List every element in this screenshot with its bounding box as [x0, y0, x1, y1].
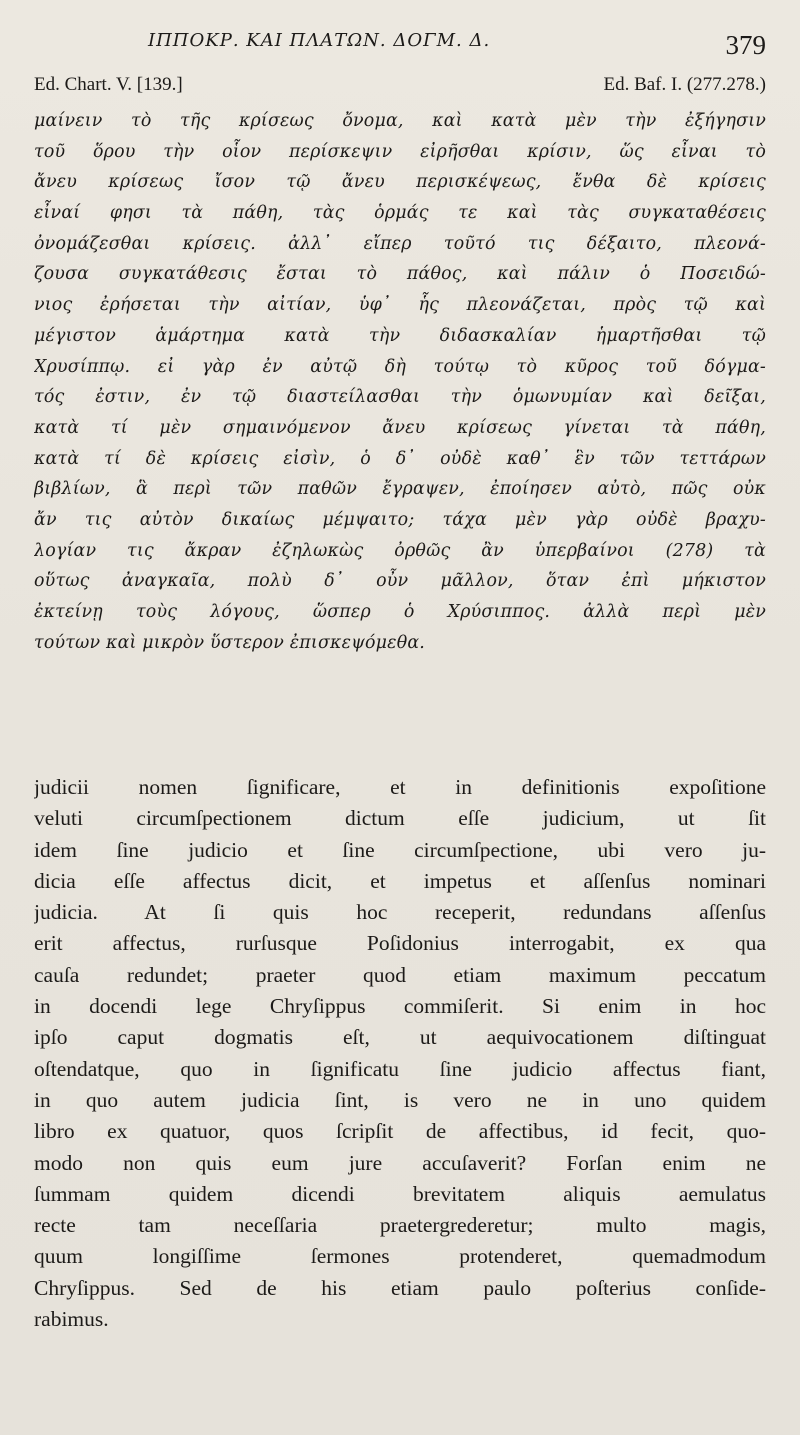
latin-line: ipſo caput dogmatis eſt, ut aequivocationem diſtinguat [34, 1025, 766, 1050]
greek-line: μέγιστον ἁμάρτημα κατὰ τὴν διδασκαλίαν ἡμαρτῆσθαι τῷ [34, 325, 766, 346]
latin-line: in quo autem judicia ſint, is vero ne in uno quidem [34, 1087, 766, 1112]
greek-line: ἐκτείνῃ τοὺς λόγους, ὥσπερ ὁ Χρύσιππος. ἀλλὰ περὶ μὲν [34, 602, 766, 622]
latin-line: recte tam neceſſaria praetergrederetur; multo magis, [34, 1213, 766, 1238]
greek-line: τούτων καὶ μικρὸν ὕστερον ἐπισκεψόμεθα. [34, 632, 426, 653]
greek-line: ὀνομάζεσθαι κρίσεις. ἀλλ᾽ εἴπερ τοῦτό τις δέξαιτο, πλεονά- [34, 233, 766, 254]
latin-line: rabimus. [34, 1307, 109, 1332]
running-head [0, 30, 800, 60]
latin-line: judicia. At ſi quis hoc receperit, redundans aſſenſus [34, 900, 766, 925]
page-number: 379 [725, 30, 766, 60]
latin-line: cauſa redundet; praeter quod etiam maximum peccatum [34, 962, 766, 987]
edition-line [34, 74, 766, 98]
greek-line: τοῦ ὅρου τὴν οἷον περίσκεψιν εἰρῆσθαι κρίσιν, ὥς εἶναι τὸ [34, 141, 766, 162]
latin-line: in docendi lege Chryſippus commiſerit. Si enim in hoc [34, 994, 766, 1019]
latin-line: oſtendatque, quo in ſignificatu ſine judicio affectus fiant, [34, 1056, 766, 1081]
latin-line: erit affectus, rurſusque Poſidonius interrogabit, ex qua [34, 931, 766, 956]
edition-chart-reference: Ed. Chart. V. [139.] [34, 74, 183, 95]
edition-basel-reference: Ed. Baf. I. (277.278.) [603, 74, 766, 95]
greek-line: εἶναί φησι τὰ πάθη, τὰς ὁρμάς τε καὶ τὰς συγκαταθέσεις [34, 203, 766, 224]
greek-line: ἄνευ κρίσεως ἴσον τῷ ἄνευ περισκέψεως, ἔνθα δὲ κρίσεις [34, 172, 766, 193]
greek-line: Χρυσίππῳ. εἰ γὰρ ἐν αὐτῷ δὴ τούτῳ τὸ κῦρος τοῦ δόγμα- [34, 356, 766, 377]
greek-line: βιβλίων, ἃ περὶ τῶν παθῶν ἔγραψεν, ἐποίησεν αὐτὸ, πῶς οὐκ [34, 479, 766, 500]
latin-line: quum longiſſime ſermones protenderet, quemadmodum [34, 1244, 766, 1269]
greek-line: λογίαν τις ἄκραν ἐζηλωκὼς ὀρθῶς ἂν ὑπερβαίνοι (278) τὰ [34, 540, 766, 561]
greek-line: οὕτως ἀναγκαῖα, πολὺ δ᾽ οὖν μᾶλλον, ὅταν ἐπὶ μήκιστον [34, 571, 766, 592]
greek-text-block [34, 106, 766, 658]
latin-line: judicii nomen ſignificare, et in definitionis expoſitione [34, 775, 766, 799]
greek-line: νιος ἐρήσεται τὴν αἰτίαν, ὑφ᾽ ἧς πλεονάζεται, πρὸς τῷ καὶ [34, 295, 766, 316]
latin-text-block [34, 772, 766, 1335]
greek-line: τός ἐστιν, ἐν τῷ διαστείλασθαι τὴν ὁμωνυμίαν καὶ δεῖξαι, [34, 387, 766, 408]
latin-line: veluti circumſpectionem dictum eſſe judicium, ut ſit [34, 806, 766, 831]
latin-line: Chryſippus. Sed de his etiam paulo poſterius conſide- [34, 1275, 766, 1300]
latin-line: libro ex quatuor, quos ſcripſit de affectibus, id fecit, quo- [34, 1119, 766, 1144]
greek-line: κατὰ τί δὲ κρίσεις εἰσὶν, ὁ δ᾽ οὐδὲ καθ᾽ ἓν τῶν τεττάρων [34, 448, 766, 469]
latin-line: idem ſine judicio et ſine circumſpectione, ubi vero ju- [34, 837, 766, 862]
greek-line: μαίνειν τὸ τῆς κρίσεως ὄνομα, καὶ κατὰ μὲν τὴν ἐξήγησιν [34, 111, 766, 131]
latin-line: ſummam quidem dicendi brevitatem aliquis aemulatus [34, 1181, 766, 1206]
running-title: ΙΠΠΟΚΡ. ΚΑΙ ΠΛΑΤΩΝ. ΔΟΓΜ. Δ. [148, 30, 491, 51]
latin-line: dicia eſſe affectus dicit, et impetus et aſſenſus nominari [34, 868, 766, 893]
greek-line: κατὰ τί μὲν σημαινόμενον ἄνευ κρίσεως γίνεται τὰ πάθη, [34, 417, 766, 438]
greek-line: ἄν τις αὐτὸν δικαίως μέμψαιτο; τάχα μὲν γὰρ οὐδὲ βραχυ- [34, 509, 766, 530]
latin-line: modo non quis eum jure accuſaverit? Forſan enim ne [34, 1150, 766, 1175]
greek-line: ζουσα συγκατάθεσις ἔσται τὸ πάθος, καὶ πάλιν ὁ Ποσειδώ- [34, 264, 766, 285]
